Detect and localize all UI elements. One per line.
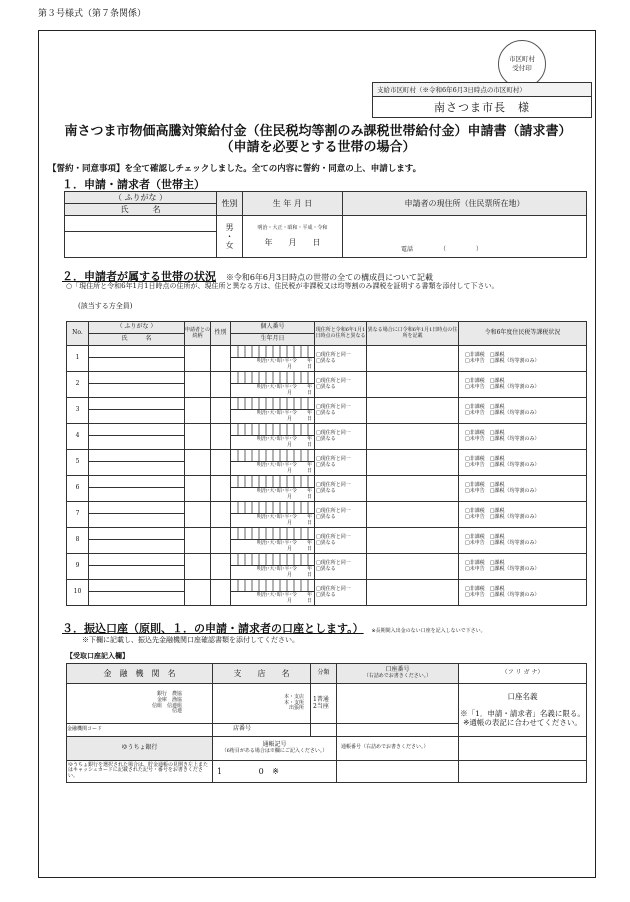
row-number: 9: [67, 554, 89, 580]
member-dob-field[interactable]: [231, 514, 315, 528]
tax-option-2: □未申告 □課税（均等割のみ）: [465, 487, 540, 494]
addr-diff-option: □異なる: [316, 435, 336, 442]
passbook-no-header: 通帳番号（右詰めでお書きください。）: [337, 736, 459, 760]
member-relation-field[interactable]: [185, 398, 211, 424]
member-name-field[interactable]: [89, 436, 185, 450]
dob-era: 明治･大･昭･平･令 年: [256, 435, 312, 442]
branch-name-field[interactable]: 本・支店 本・支所 出張所: [213, 684, 311, 724]
row-number: 5: [67, 450, 89, 476]
addr-same-option: □現住所と同一: [316, 585, 351, 592]
tax-option-1: □非課税 □課税: [465, 429, 505, 436]
kana-holder-field[interactable]: [459, 760, 587, 782]
member-furigana-field[interactable]: [89, 476, 185, 488]
member-prior-address-field[interactable]: [367, 398, 459, 424]
member-sex-field[interactable]: [211, 372, 231, 398]
member-dob-field[interactable]: [231, 566, 315, 580]
dob-month-day: 月 日: [286, 571, 312, 578]
member-name-field[interactable]: [89, 566, 185, 580]
member-mynumber-field[interactable]: [231, 424, 315, 436]
section2-heading-text: ２．申請者が属する世帯の状況: [62, 270, 216, 283]
member-address-same-field[interactable]: [315, 346, 367, 372]
addr-diff-option: □異なる: [316, 591, 336, 598]
hh-furigana-header: （ ふりがな ）: [89, 322, 185, 334]
era-options: 明治・大正・昭和・平成・令和: [257, 225, 328, 232]
member-relation-field[interactable]: [185, 554, 211, 580]
member-mynumber-field[interactable]: [231, 528, 315, 540]
dob-era: 明治･大･昭･平･令 年: [256, 565, 312, 572]
member-prior-address-field[interactable]: [367, 346, 459, 372]
form-number: 第３号様式（第７条関係）: [38, 9, 147, 19]
stamp-line1: 市区町村: [509, 55, 535, 63]
section2-notice: ○「現住所と令和6年1月1日時点の住所が、現住所と異なる方は、住民税が非課税又は均等割のみ課税を証明する書類を添付して下さい。: [66, 282, 499, 290]
applicant-address-field[interactable]: [343, 216, 587, 258]
member-tax-field[interactable]: [459, 372, 587, 398]
addr-same-option: □現住所と同一: [316, 455, 351, 462]
member-relation-field[interactable]: [185, 450, 211, 476]
household-row: [67, 372, 587, 384]
member-sex-field[interactable]: [211, 554, 231, 580]
reception-stamp: [498, 40, 546, 88]
member-prior-address-field[interactable]: [367, 372, 459, 398]
member-tax-field[interactable]: [459, 450, 587, 476]
account-type-field[interactable]: 1普通 2当座: [311, 684, 337, 724]
applicant-dob-field[interactable]: [243, 216, 343, 258]
member-address-same-field[interactable]: [315, 502, 367, 528]
household-row: [67, 398, 587, 410]
row-number: 6: [67, 476, 89, 502]
member-tax-field[interactable]: [459, 554, 587, 580]
row-number: 1: [67, 346, 89, 372]
dob-era: 明治･大･昭･平･令 年: [256, 591, 312, 598]
row-number: 8: [67, 528, 89, 554]
member-sex-field[interactable]: [211, 424, 231, 450]
addr-same-option: □現住所と同一: [316, 533, 351, 540]
phone-field: 電話 （ ）: [401, 246, 483, 254]
municipality-label: 支給市区町村（※令和6年6月3日時点の市区町村）: [373, 83, 591, 97]
member-furigana-field[interactable]: [89, 502, 185, 514]
member-tax-field[interactable]: [459, 502, 587, 528]
passbook-number-field[interactable]: [337, 760, 459, 782]
member-name-field[interactable]: [89, 592, 185, 606]
tax-option-2: □未申告 □課税（均等割のみ）: [465, 357, 540, 364]
member-dob-field[interactable]: [231, 488, 315, 502]
member-dob-field[interactable]: [231, 540, 315, 554]
member-address-same-field[interactable]: [315, 450, 367, 476]
no-header: No.: [67, 322, 89, 346]
household-row: [67, 424, 587, 436]
stamp-line2: 受付印: [512, 64, 532, 72]
household-table: [66, 321, 587, 606]
dob-month-day: 月 日: [286, 389, 312, 396]
section3-note: ※長期間入出金のない口座を記入しないで下さい。: [371, 628, 486, 634]
yucho-note: ゆうちょ銀行を選択された場合は、貯金通帳の見開き左上またはキャッシュカードに記載された記号・番号をお書きください。: [67, 760, 213, 782]
dob-month-day: 月 日: [286, 597, 312, 604]
member-sex-field[interactable]: [211, 528, 231, 554]
member-sex-field[interactable]: [211, 502, 231, 528]
dob-header: 生 年 月 日: [243, 192, 343, 216]
addr-same-option: □現住所と同一: [316, 507, 351, 514]
holder-note: ※「1．申請・請求者」名義に限る。 ※通帳の表記に合わせてください。: [460, 708, 585, 727]
passbook-symbol-field[interactable]: [213, 760, 337, 782]
household-row: [67, 346, 587, 358]
dob-month-day: 月 日: [286, 415, 312, 422]
consent-text: 【誓約・同意事項】を全て確認しチェックしました。全ての内容に誓約・同意の上、申請します。: [48, 164, 422, 174]
member-sex-field[interactable]: [211, 346, 231, 372]
addr-diff-option: □異なる: [316, 383, 336, 390]
account-holder-field[interactable]: [459, 684, 587, 737]
address-diff-header: 異なる場合に口令和6年1月1日時点の住所を記載: [367, 322, 459, 346]
addr-diff-option: □異なる: [316, 539, 336, 546]
addr-same-option: □現住所と同一: [316, 429, 351, 436]
tax-option-2: □未申告 □課税（均等割のみ）: [465, 513, 540, 520]
addr-diff-option: □異なる: [316, 565, 336, 572]
member-dob-field[interactable]: [231, 358, 315, 372]
member-address-same-field[interactable]: [315, 424, 367, 450]
member-furigana-field[interactable]: [89, 398, 185, 410]
applicant-furigana-field[interactable]: [65, 216, 217, 232]
account-box-title: 【受取口座記入欄】: [66, 651, 129, 660]
name-header: 氏 名: [65, 204, 217, 216]
section3-subnote: ※下欄に記載し、振込先金融機関口座確認書類を添付してください。: [82, 636, 299, 644]
bank-name-field[interactable]: 銀行 農協 金庫 漁協 信組 信連組 信連: [67, 684, 213, 724]
dob-month-day: 月 日: [286, 467, 312, 474]
tax-header: 令和6年度住民税等課税状況: [459, 322, 587, 346]
addr-same-option: □現住所と同一: [316, 559, 351, 566]
passbook-symbol-star: ※: [272, 766, 279, 776]
page-title: [48, 124, 588, 156]
member-tax-field[interactable]: [459, 528, 587, 554]
account-no-note: （右詰めでお書きください。）: [363, 673, 432, 680]
sex-header: 性別: [217, 192, 243, 216]
tax-option-2: □未申告 □課税（均等割のみ）: [465, 383, 540, 390]
member-relation-field[interactable]: [185, 346, 211, 372]
dob-month-day: 月 日: [286, 493, 312, 500]
member-mynumber-field[interactable]: [231, 502, 315, 514]
member-mynumber-field[interactable]: [231, 476, 315, 488]
household-row: [67, 476, 587, 488]
member-dob-field[interactable]: [231, 410, 315, 424]
member-address-same-field[interactable]: [315, 528, 367, 554]
addr-same-option: □現住所と同一: [316, 351, 351, 358]
member-name-field[interactable]: [89, 410, 185, 424]
member-mynumber-field[interactable]: [231, 450, 315, 462]
member-name-field[interactable]: [89, 384, 185, 398]
member-furigana-field[interactable]: [89, 580, 185, 592]
member-mynumber-field[interactable]: [231, 372, 315, 384]
dob-month-day: 月 日: [286, 545, 312, 552]
member-tax-field[interactable]: [459, 398, 587, 424]
member-mynumber-field[interactable]: [231, 398, 315, 410]
household-row: [67, 554, 587, 566]
member-mynumber-field[interactable]: [231, 580, 315, 592]
dob-era: 明治･大･昭･平･令 年: [256, 487, 312, 494]
account-no-header: [337, 664, 459, 684]
dob-month-day: 月 日: [286, 363, 312, 370]
applicant-sex-field[interactable]: 男 ・ 女: [217, 216, 243, 258]
passbook-symbol-0: 0: [258, 766, 264, 776]
section3-heading: [62, 620, 486, 636]
tax-option-2: □未申告 □課税（均等割のみ）: [465, 409, 540, 416]
kana-header: （フ リ ガ ナ）: [459, 664, 587, 684]
row-number: 4: [67, 424, 89, 450]
dob-ymd: 年 月 日: [264, 237, 321, 247]
member-furigana-field[interactable]: [89, 424, 185, 436]
addr-same-option: □現住所と同一: [316, 403, 351, 410]
member-name-field[interactable]: [89, 514, 185, 528]
tax-option-1: □非課税 □課税: [465, 585, 505, 592]
tax-option-2: □未申告 □課税（均等割のみ）: [465, 461, 540, 468]
row-number: 10: [67, 580, 89, 606]
row-number: 3: [67, 398, 89, 424]
member-dob-field[interactable]: [231, 462, 315, 476]
member-prior-address-field[interactable]: [367, 554, 459, 580]
addr-diff-option: □異なる: [316, 513, 336, 520]
account-number-field[interactable]: [337, 684, 459, 724]
member-sex-field[interactable]: [211, 398, 231, 424]
section2-note: ※令和6年6月3日時点の世帯の全ての構成員について記載: [225, 273, 433, 282]
member-prior-address-field[interactable]: [367, 580, 459, 606]
tax-option-2: □未申告 □課税（均等割のみ）: [465, 435, 540, 442]
title-line2: （申請を必要とする世帯の場合）: [220, 140, 416, 155]
address-header: 申請者の現住所（住民票所在地）: [343, 192, 587, 216]
bank-code-field[interactable]: 金融機関コード: [67, 724, 213, 737]
member-address-same-field[interactable]: [315, 580, 367, 606]
member-relation-field[interactable]: [185, 424, 211, 450]
holder-label: 口座名義: [507, 691, 538, 701]
row-number: 2: [67, 372, 89, 398]
account-table: [66, 663, 587, 783]
member-furigana-field[interactable]: [89, 528, 185, 540]
member-furigana-field[interactable]: [89, 372, 185, 384]
tax-option-2: □未申告 □課税（均等割のみ）: [465, 565, 540, 572]
dob-era: 明治･大･昭･平･令 年: [256, 383, 312, 390]
member-name-field[interactable]: [89, 540, 185, 554]
tax-option-1: □非課税 □課税: [465, 481, 505, 488]
municipality-name: 南さつま市長 様: [434, 101, 530, 114]
addr-same-option: □現住所と同一: [316, 377, 351, 384]
dob-era: 明治･大･昭･平･令 年: [256, 461, 312, 468]
tax-option-2: □未申告 □課税（均等割のみ）: [465, 539, 540, 546]
relation-header: 申請者との続柄: [185, 322, 211, 346]
member-tax-field[interactable]: [459, 476, 587, 502]
applicant-name-field[interactable]: [65, 232, 217, 258]
household-row: [67, 502, 587, 514]
household-row: [67, 450, 587, 462]
passbook-sym-header: [213, 736, 337, 760]
applicant-table: [64, 191, 587, 258]
furigana-header: （ ふりがな ）: [65, 192, 217, 204]
member-tax-field[interactable]: [459, 580, 587, 606]
section1-heading: １．申請・請求者（世帯主）: [62, 178, 205, 191]
member-mynumber-field[interactable]: [231, 554, 315, 566]
member-prior-address-field[interactable]: [367, 424, 459, 450]
member-address-same-field[interactable]: [315, 372, 367, 398]
member-prior-address-field[interactable]: [367, 528, 459, 554]
passbook-sym-note: （6桁目がある場合は※欄にご記入ください。）: [221, 747, 328, 754]
member-relation-field[interactable]: [185, 502, 211, 528]
addr-diff-option: □異なる: [316, 357, 336, 364]
passbook-symbol-1: 1: [217, 766, 223, 776]
member-sex-field[interactable]: [211, 580, 231, 606]
section2-notice2: (該当する方全員): [78, 302, 133, 310]
member-tax-field[interactable]: [459, 424, 587, 450]
addr-diff-option: □異なる: [316, 461, 336, 468]
member-name-field[interactable]: [89, 462, 185, 476]
tax-option-1: □非課税 □課税: [465, 403, 505, 410]
addr-diff-option: □異なる: [316, 487, 336, 494]
member-dob-field[interactable]: [231, 384, 315, 398]
branch-no-field[interactable]: 店番号: [213, 724, 311, 737]
yucho-label: ゆうちょ銀行: [67, 736, 213, 760]
member-dob-field[interactable]: [231, 592, 315, 606]
member-mynumber-field[interactable]: [231, 346, 315, 358]
section3-heading-text: ３．振込口座（原則、１．の申請・請求者の口座とします。）: [62, 622, 364, 635]
member-sex-field[interactable]: [211, 450, 231, 476]
member-relation-field[interactable]: [185, 372, 211, 398]
hh-name-header: 氏 名: [89, 334, 185, 346]
dob-era: 明治･大･昭･平･令 年: [256, 539, 312, 546]
tax-option-1: □非課税 □課税: [465, 351, 505, 358]
household-row: [67, 580, 587, 592]
hh-dob-header: 生年月日: [231, 334, 315, 346]
member-name-field[interactable]: [89, 488, 185, 502]
dob-era: 明治･大･昭･平･令 年: [256, 513, 312, 520]
member-address-same-field[interactable]: [315, 476, 367, 502]
member-relation-field[interactable]: [185, 476, 211, 502]
tax-option-1: □非課税 □課税: [465, 377, 505, 384]
tax-option-1: □非課税 □課税: [465, 507, 505, 514]
member-prior-address-field[interactable]: [367, 476, 459, 502]
tax-option-1: □非課税 □課税: [465, 455, 505, 462]
row-number: 7: [67, 502, 89, 528]
dob-era: 明治･大･昭･平･令 年: [256, 357, 312, 364]
member-prior-address-field[interactable]: [367, 502, 459, 528]
member-prior-address-field[interactable]: [367, 450, 459, 476]
member-sex-field[interactable]: [211, 476, 231, 502]
type-header: 分類: [311, 664, 337, 684]
bank-header: 金 融 機 関 名: [67, 664, 213, 684]
member-relation-field[interactable]: [185, 580, 211, 606]
passbook-sym-label: 通帳記号: [262, 740, 287, 748]
hh-sex-header: 性別: [211, 322, 231, 346]
tax-option-1: □非課税 □課税: [465, 533, 505, 540]
dob-month-day: 月 日: [286, 519, 312, 526]
address-same-header: 現住所と令和6年1月1日時点の住所と異なる: [315, 322, 367, 346]
member-dob-field[interactable]: [231, 436, 315, 450]
member-furigana-field[interactable]: [89, 450, 185, 462]
account-no-label: 口座番号: [385, 666, 410, 674]
municipality-box: [372, 82, 592, 118]
title-line1: 南さつま市物価高騰対策給付金（住民税均等割のみ課税世帯給付金）申請書（請求書）: [64, 124, 572, 139]
member-furigana-field[interactable]: [89, 554, 185, 566]
tax-option-2: □未申告 □課税（均等割のみ）: [465, 591, 540, 598]
member-tax-field[interactable]: [459, 346, 587, 372]
branch-header: 支 店 名: [213, 664, 311, 684]
member-relation-field[interactable]: [185, 528, 211, 554]
member-furigana-field[interactable]: [89, 346, 185, 358]
member-name-field[interactable]: [89, 358, 185, 372]
dob-month-day: 月 日: [286, 441, 312, 448]
member-address-same-field[interactable]: [315, 554, 367, 580]
mynumber-header: 個人番号: [231, 322, 315, 334]
member-address-same-field[interactable]: [315, 398, 367, 424]
household-row: [67, 528, 587, 540]
dob-era: 明治･大･昭･平･令 年: [256, 409, 312, 416]
addr-diff-option: □異なる: [316, 409, 336, 416]
tax-option-1: □非課税 □課税: [465, 559, 505, 566]
addr-same-option: □現住所と同一: [316, 481, 351, 488]
